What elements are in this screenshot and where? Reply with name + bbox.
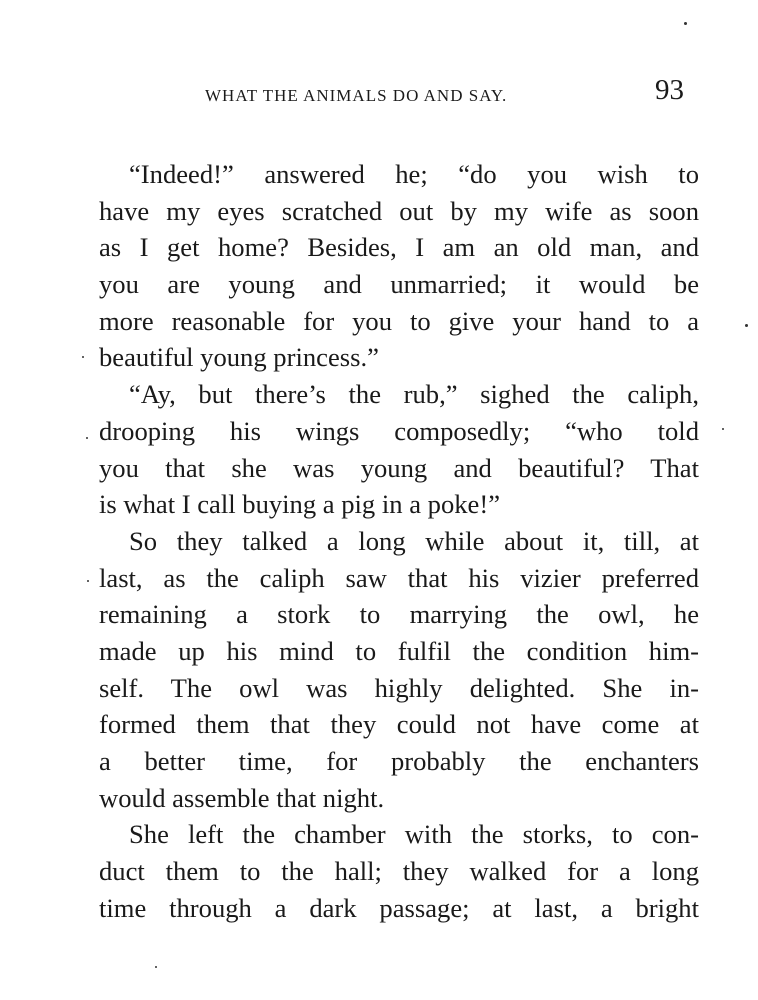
text-line: drooping his wings composedly; “who told [99, 415, 699, 446]
text-line: beautiful young princess.” [99, 342, 379, 373]
text-line: have my eyes scratched out by my wife as soon [99, 195, 699, 226]
scan-speck [745, 324, 748, 327]
text-line: formed them that they could not have come at [99, 709, 699, 740]
text-line: made up his mind to fulfil the condition him- [99, 635, 699, 666]
text-line: time through a dark passage; at last, a bright [99, 892, 699, 923]
text-line: is what I call buying a pig in a poke!” [99, 489, 501, 520]
text-line: last, as the caliph saw that his vizier preferred [99, 562, 699, 593]
text-line: you that she was young and beautiful? That [99, 452, 699, 483]
scan-speck [86, 437, 88, 439]
text-line: duct them to the hall; they walked for a long [99, 856, 699, 887]
scan-speck [722, 428, 724, 430]
text-line: She left the chamber with the storks, to con- [129, 819, 699, 850]
scan-speck [155, 966, 157, 968]
text-line: a better time, for probably the enchanters [99, 746, 699, 776]
page-number: 93 [655, 74, 684, 106]
text-line: more reasonable for you to give your hand to a [99, 305, 699, 336]
scan-speck [82, 356, 84, 358]
text-line: So they talked a long while about it, till, at [129, 525, 699, 556]
body-text [99, 156, 699, 926]
scan-speck [87, 580, 89, 582]
text-line: self. The owl was highly delighted. She in- [99, 672, 699, 703]
text-line: would assemble that night. [99, 782, 385, 813]
text-line: “Indeed!” answered he; “do you wish to [129, 159, 699, 189]
text-line: as I get home? Besides, I am an old man, and [99, 232, 699, 263]
text-line: remaining a stork to marrying the owl, he [99, 599, 699, 630]
scan-speck [684, 22, 687, 25]
running-title: WHAT THE ANIMALS DO AND SAY. [205, 86, 508, 105]
text-line: you are young and unmarried; it would be [99, 269, 699, 300]
text-line: “Ay, but there’s the rub,” sighed the caliph, [129, 379, 699, 410]
